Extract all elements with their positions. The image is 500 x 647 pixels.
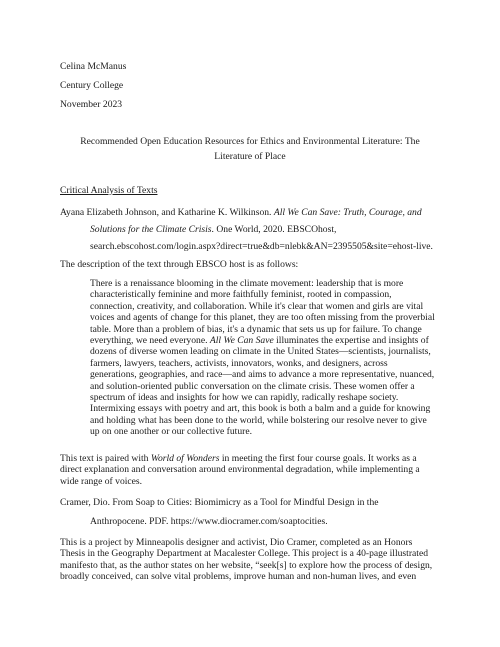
- quote-line: and solution-oriented public conversation on the climate crisis. These women offer a: [90, 380, 415, 392]
- author-name: Celina McManus: [60, 61, 127, 72]
- paragraph-text: This text is paired with: [60, 453, 151, 464]
- paragraph-line: Thesis in the Geography Department at Macalester College. This project is a 40-page illustrated: [60, 548, 429, 560]
- quote-line: generations, geographies, and race—and aims to advance a more representative, nuanced,: [90, 369, 435, 381]
- citation-1-publisher: . One World, 2020. EBSCOhost,: [211, 224, 337, 235]
- quote-line: dozens of diverse women leading on climate in the United States—scientists, journalists,: [90, 346, 431, 358]
- paired-book-title: World of Wonders: [150, 453, 220, 464]
- quote-text: everything, we need everyone.: [90, 335, 210, 347]
- intro-line: The description of the text through EBSCO host is as follows:: [60, 259, 299, 270]
- quote-text: illuminates the expertise and insights of: [273, 335, 429, 347]
- paragraph-line: broadly conceived, can solve vital problems, improve human and non-human lives, and even: [60, 571, 417, 583]
- title-line-2: Literature of Place: [214, 151, 286, 162]
- paragraph-line: direct explanation and conversation around environmental degradation, while implementing a: [60, 464, 420, 476]
- citation-1-line-2: [90, 224, 336, 236]
- quote-line: table. More than a problem of bias, it's a dynamic that sets us up for failure. To change: [90, 323, 422, 335]
- quote-line: up on one another or our collective future.: [90, 426, 252, 438]
- citation-1-authors: Ayana Elizabeth Johnson, and Katharine K. Wilkinson.: [60, 207, 274, 218]
- paragraph-line: wide range of voices.: [60, 475, 143, 487]
- citation-1-url: search.ebscohost.com/login.aspx?direct=true&db=nlebk&AN=2395505&site=ehost-live.: [90, 241, 433, 252]
- document-date: November 2023: [60, 99, 123, 110]
- block-quote: [90, 278, 445, 438]
- paragraph-line: [60, 453, 445, 464]
- citation-2-line-2: Anthropocene. PDF. https://www.diocramer.com/soaptocities.: [90, 516, 328, 527]
- quote-line: voices and agents of change for this planet, they are too often missing from the proverbial: [90, 312, 435, 324]
- title-line-1: Recommended Open Education Resources for Ethics and Environmental Literature: The: [80, 136, 420, 147]
- citation-1-title-part-2: Solutions for the Climate Crisis: [90, 224, 212, 235]
- section-heading: Critical Analysis of Texts: [60, 185, 158, 196]
- citation-1-line-1: [60, 207, 422, 219]
- paired-paragraph: [60, 453, 445, 487]
- paragraph-line: This is a project by Minneapolis designer and activist, Dio Cramer, completed as an Honors: [60, 537, 413, 548]
- quote-line: There is a renaissance blooming in the climate movement: leadership that is more: [90, 278, 404, 289]
- quote-line: and holding what has been done to the world, while bolstering our resolve never to give: [90, 414, 427, 426]
- quote-line: [90, 335, 445, 346]
- citation-2-line-1: Cramer, Dio. From Soap to Cities: Biomimicry as a Tool for Mindful Design in the: [60, 497, 379, 508]
- document-title: [60, 134, 440, 164]
- quote-line: spectrum of ideas and insights for how we can rapidly, radically reshape society.: [90, 392, 399, 404]
- quote-line: characteristically feminine and more faithfully feminist, rooted in compassion,: [90, 289, 392, 301]
- institution-name: Century College: [60, 80, 124, 91]
- quote-book-title: All We Can Save: [209, 335, 274, 347]
- paragraph-text: in meeting the first four course goals. It works as a: [219, 453, 417, 464]
- quote-line: Intermixing essays with poetry and art, this book is both a balm and a guide for knowing: [90, 403, 431, 415]
- citation-1-title-part-1: All We Can Save: Truth, Courage, and: [273, 207, 422, 218]
- paragraph-line: manifesto that, as the author states on her website, “seek[s] to explore how the process of design,: [60, 559, 433, 571]
- quote-line: connection, creativity, and collaboration. While it's clear that women and girls are vital: [90, 300, 424, 312]
- project-paragraph: [60, 537, 445, 583]
- quote-line: farmers, lawyers, teachers, activists, innovators, wonks, and designers, across: [90, 357, 388, 369]
